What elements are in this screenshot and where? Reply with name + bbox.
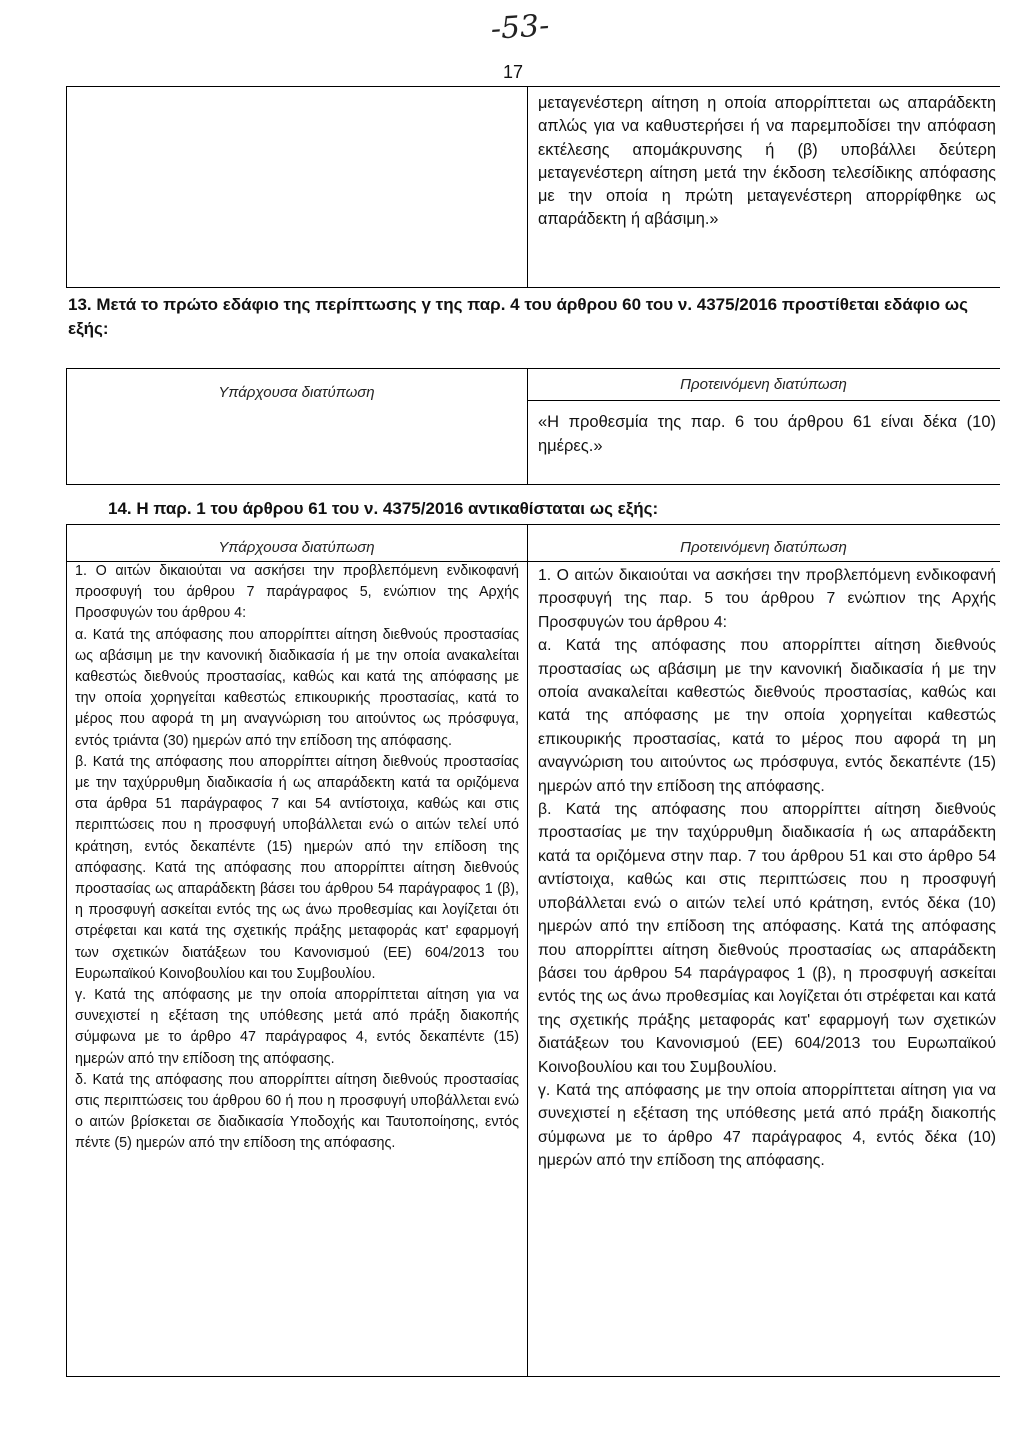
table-border bbox=[527, 524, 528, 1377]
table-border bbox=[66, 1376, 1000, 1377]
existing-column-header: Υπάρχουσα διατύπωση bbox=[218, 384, 375, 401]
continuation-text: μεταγενέστερη αίτηση η οποία απορρίπτεται ως απαράδεκτη απλώς για να καθυστερήσει ή να παρεμποδίσει την απόφαση εκτέλεσης απομάκρυνσης ή (β) υποβάλλει δεύτερη μεταγενέστερη αίτηση μετά την έκδοση τελεσίδικης απόφασης με την οποία η πρώτη μεταγενέστερη απορρίφθηκε ως απαράδεκτη ή αβάσιμη.» bbox=[538, 94, 996, 229]
section-14-heading: 14. Η παρ. 1 του άρθρου 61 του ν. 4375/2016 αντικαθίσταται ως εξής: bbox=[108, 499, 659, 518]
existing-column-header: Υπάρχουσα διατύπωση bbox=[218, 539, 375, 556]
existing-paragraph-b: β. Κατά της απόφασης που απορρίπτει αίτηση διεθνούς προστασίας με την ταχύρρυθμη διαδικασία ή ως απαράδεκτη κατά τα οριζόμενα στα άρθρα 51 παράγραφος 7 και 54 αντίστοιχα, καθώς και στις περιπτώσεις που η προσφυγή υποβάλλεται ενώ ο αιτών τελεί υπό κράτηση, εντός δεκαπέντε (15) ημερών από την επίδοση της απόφασης. Κατά της απόφασης που απορρίπτει αίτηση διεθνούς προστασίας ως απαράδεκτη βάσει του άρθρου 54 παράγραφος 1 (β), η προσφυγή ασκείται εντός της ως άνω προθεσμίας και λογίζεται ότι στρέφεται και κατά της σχετικής πράξης μεταφοράς κατ' εφαρμογή των σχετικών διατάξεων του Κανονισμού (ΕΕ) 604/2013 του Ευρωπαϊκού Κοινοβουλίου και του Συμβουλίου. bbox=[75, 753, 519, 982]
page-number: 17 bbox=[502, 62, 524, 82]
table-border bbox=[527, 400, 1000, 401]
table-border bbox=[66, 524, 1000, 525]
table-border bbox=[66, 86, 67, 288]
table-border bbox=[66, 524, 67, 1377]
proposed-text: «Η προθεσμία της παρ. 6 του άρθρου 61 είναι δέκα (10) ημέρες.» bbox=[538, 413, 996, 455]
existing-paragraph-1: 1. Ο αιτών δικαιούται να ασκήσει την προβλεπόμενη ενδικοφανή προσφυγή του άρθρου 7 παράγραφος 5, ενώπιον της Αρχής Προσφυγών του άρθρου 4: bbox=[75, 563, 519, 622]
proposed-wording-cell bbox=[538, 564, 996, 1173]
table-border bbox=[66, 484, 1000, 485]
proposed-column-header: Προτεινόμενη διατύπωση bbox=[680, 376, 847, 393]
table-border bbox=[527, 86, 528, 288]
proposed-paragraph-1: 1. Ο αιτών δικαιούται να ασκήσει την προβλεπόμενη ενδικοφανή προσφυγή της παρ. 5 του άρθρου 7 ενώπιον της Αρχής Προσφυγών του άρθρου 4: bbox=[538, 567, 996, 631]
proposed-paragraph-a: α. Κατά της απόφασης που απορρίπτει αίτηση διεθνούς προστασίας ως αβάσιμη με την κανονική διαδικασία ή με την οποία ανακαλείται καθεστώς διεθνούς προστασίας, καθώς και κατά της απόφασης με την οποία χορηγείται καθεστώς επικουρικής προστασίας, κατά το μέρος που αφορά τη μη αναγνώριση του αιτούντος ως πρόσφυγα, εντός δεκαπέντε (15) ημερών από την επίδοση της απόφασης. bbox=[538, 637, 996, 795]
proposed-paragraph-b: β. Κατά της απόφασης που απορρίπτει αίτηση διεθνούς προστασίας με την ταχύρρυθμη διαδικασία ή ως απαράδεκτη κατά τα οριζόμενα στην παρ. 7 του άρθρου 51 και στο άρθρο 54 αντίστοιχα, καθώς και στις περιπτώσεις που η προσφυγή υποβάλλεται ενώ ο αιτών τελεί υπό κράτηση, εντός δέκα (10) ημερών από την επίδοση της απόφασης. Κατά της απόφασης που απορρίπτει αίτηση διεθνούς προστασίας ως απαράδεκτη βάσει του άρθρου 54 παράγραφος 1 (β), η προσφυγή ασκείται εντός της ως άνω προθεσμίας και λογίζεται ότι στρέφεται και κατά της σχετικής πράξης μεταφοράς κατ' εφαρμογή των σχετικών διατάξεων του Κανονισμού (ΕΕ) 604/2013 του Ευρωπαϊκού Κοινοβουλίου και του Συμβουλίου. bbox=[538, 801, 996, 1076]
section-13-heading: 13. Μετά το πρώτο εδάφιο της περίπτωσης γ της παρ. 4 του άρθρου 60 του ν. 4375/2016 προστίθεται εδάφιο ως εξής: bbox=[68, 295, 968, 338]
existing-paragraph-a: α. Κατά της απόφασης που απορρίπτει αίτηση διεθνούς προστασίας ως αβάσιμη με την κανονική διαδικασία ή με την οποία ανακαλείται καθεστώς διεθνούς προστασίας, καθώς και κατά της απόφασης με την οποία χορηγείται καθεστώς επικουρικής προστασίας, κατά το μέρος που αφορά τη μη αναγνώριση του αιτούντος ως πρόσφυγα, εντός τριάντα (30) ημερών από την επίδοση της απόφασης. bbox=[75, 626, 519, 749]
table-border bbox=[66, 287, 1000, 288]
table-border bbox=[66, 86, 1000, 87]
existing-paragraph-c: γ. Κατά της απόφασης με την οποία απορρίπτεται αίτηση για να συνεχιστεί η εξέταση της υπόθεσης μετά από πράξη διακοπής σύμφωνα με το άρθρο 47 παράγραφος 4, εντός δεκαπέντε (15) ημερών από την επίδοση της απόφασης. bbox=[75, 987, 519, 1067]
existing-paragraph-d: δ. Κατά της απόφασης που απορρίπτει αίτηση διεθνούς προστασίας στις περιπτώσεις του άρθρου 60 ή που η προσφυγή υποβάλλεται ενώ ο αιτών βρίσκεται σε διαδικασία Υποδοχής και Ταυτοποίησης, εντός πέντε (5) ημερών από την επίδοση της απόφασης. bbox=[75, 1071, 519, 1152]
proposed-column-header: Προτεινόμενη διατύπωση bbox=[680, 539, 847, 556]
proposed-paragraph-c: γ. Κατά της απόφασης με την οποία απορρίπτεται αίτηση για να συνεχιστεί η εξέταση της υπόθεσης μετά από πράξη διακοπής σύμφωνα με το άρθρο 47 παράγραφος 4, εντός δέκα (10) ημερών από την επίδοση της απόφασης. bbox=[538, 1081, 996, 1170]
handwritten-page-mark: -53- bbox=[489, 8, 551, 47]
table-border bbox=[66, 368, 1000, 369]
existing-wording-cell bbox=[75, 561, 519, 1155]
